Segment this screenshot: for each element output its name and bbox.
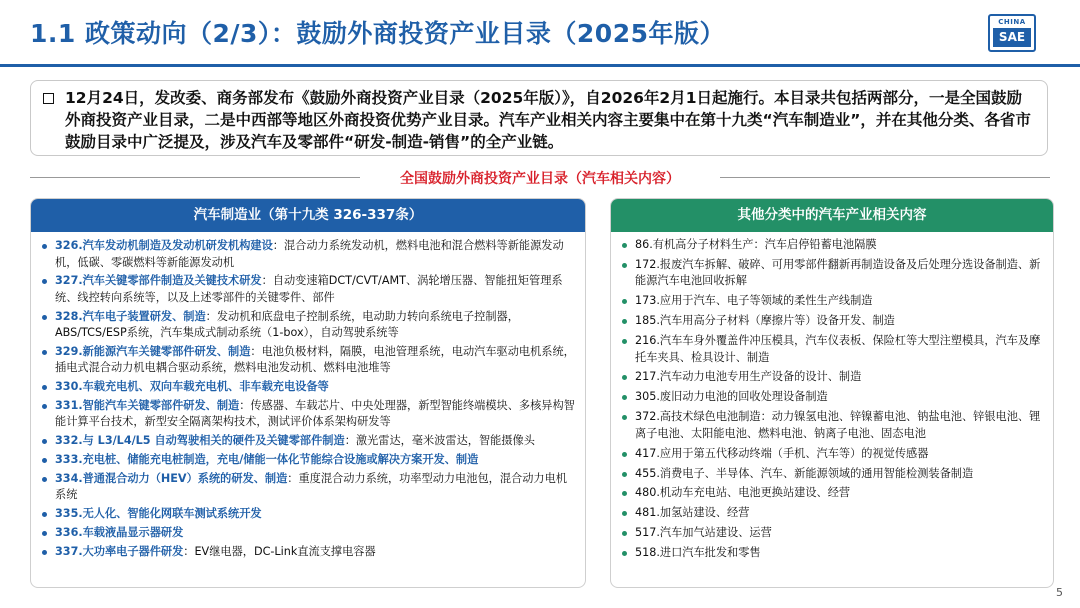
item-code: 337.大功率电子器件研发 bbox=[55, 544, 184, 558]
item-code: 336.车载液晶显示器研发 bbox=[55, 525, 184, 539]
item-description: ：混合动力系统发动机，燃料电池和混合燃料等新能源发动机，低碳、零碳燃料等新能源发动机 bbox=[55, 239, 564, 269]
item-code: 330.车载充电机、双向车载充电机、非车载充电设备等 bbox=[55, 380, 329, 394]
item-code: 335.无人化、智能化网联车测试系统开发 bbox=[55, 507, 262, 521]
list-item bbox=[41, 433, 575, 450]
list-item: 172.报废汽车拆解、破碎、可用零部件翻新再制造设备及后处理分选设备制造、新能源汽车电池回收拆解 bbox=[621, 257, 1043, 290]
left-panel bbox=[30, 198, 586, 588]
list-item: 455.消费电子、半导体、汽车、新能源领域的通用智能检测装备制造 bbox=[621, 466, 1043, 483]
item-code: 329.新能源汽车关键零部件研发、制造 bbox=[55, 344, 251, 358]
item-code: 326.汽车发动机制造及发动机研发机构建设 bbox=[55, 239, 273, 252]
right-panel bbox=[610, 198, 1054, 588]
list-item: 372.高技术绿色电池制造：动力镍氢电池、锌镍蓄电池、钠盐电池、锌银电池、锂离子电池、太阳能电池、燃料电池、钠离子电池、固态电池 bbox=[621, 409, 1043, 442]
right-item-list bbox=[611, 232, 1053, 562]
item-code: 334.普通混合动力（HEV）系统的研发、制造 bbox=[55, 471, 288, 485]
item-code: 327.汽车关键零部件制造及关键技术研发 bbox=[55, 274, 262, 288]
list-item: 216.汽车车身外覆盖件冲压模具，汽车仪表板、保险杠等大型注塑模具，汽车及摩托车夹具、检具设计、制造 bbox=[621, 333, 1043, 366]
list-item bbox=[41, 309, 575, 342]
item-code: 331.智能汽车关键零部件研发、制造 bbox=[55, 398, 240, 412]
list-item bbox=[41, 471, 575, 504]
list-item bbox=[41, 344, 575, 377]
list-item bbox=[41, 452, 575, 469]
list-item: 480.机动车充电站、电池更换站建设、经营 bbox=[621, 485, 1043, 502]
list-item bbox=[41, 544, 575, 561]
item-description: ：发动机和底盘电子控制系统，电动助力转向系统电子控制器，ABS/TCS/ESP系统，汽车集成式制动系统（1-box），自动驾驶系统等 bbox=[55, 309, 519, 340]
title-divider bbox=[0, 64, 1080, 67]
section-title: 全国鼓励外商投资产业目录（汽车相关内容） bbox=[400, 171, 680, 187]
list-item: 417.应用于第五代移动终端（手机、汽车等）的视觉传感器 bbox=[621, 446, 1043, 463]
list-item bbox=[41, 525, 575, 542]
list-item: 481.加氢站建设、经营 bbox=[621, 505, 1043, 522]
item-code: 333.充电桩、储能充电桩制造，充电/储能一体化节能综合设施或解决方案开发、制造 bbox=[55, 453, 479, 467]
item-description: ：电池负极材料，隔膜，电池管理系统，电动汽车驱动电机系统，插电式混合动力机电耦合驱动系统，燃料电池发动机、燃料电池堆等 bbox=[55, 344, 575, 375]
section-divider-right bbox=[720, 177, 1050, 178]
list-item: 173.应用于汽车、电子等领域的柔性生产线制造 bbox=[621, 293, 1043, 310]
right-panel-header: 其他分类中的汽车产业相关内容 bbox=[611, 199, 1053, 232]
list-item: 86.有机高分子材料生产：汽车启停铅蓄电池隔膜 bbox=[621, 237, 1043, 254]
list-item: 305.废旧动力电池的回收处理设备制造 bbox=[621, 389, 1043, 406]
list-item: 217.汽车动力电池专用生产设备的设计、制造 bbox=[621, 369, 1043, 386]
checkbox-bullet-icon bbox=[43, 93, 54, 104]
intro-text: 12月24日，发改委、商务部发布《鼓励外商投资产业目录（2025年版）》，自2026年2月1日起施行。本目录共包括两部分，一是全国鼓励外商投资产业目录，二是中西部等地区外商投资优势产业目录。汽车产业相关内容主要集中在第十九类“汽车制造业”，并在其他分类、各省市鼓励目录中广泛提及，涉及汽车及零部件“研发-制造-销售”的全产业链。 bbox=[65, 89, 1031, 151]
left-item-list bbox=[31, 232, 585, 560]
list-item bbox=[41, 379, 575, 396]
item-code: 332.与 L3/L4/L5 自动驾驶相关的硬件及关键零部件制造 bbox=[55, 434, 345, 448]
item-code: 328.汽车电子装置研发、制造 bbox=[55, 309, 206, 323]
list-item: 518.进口汽车批发和零售 bbox=[621, 545, 1043, 562]
item-description: ：EV继电器，DC-Link直流支撑电容器 bbox=[183, 544, 376, 558]
logo-top-text: CHINA bbox=[998, 18, 1026, 26]
china-sae-logo bbox=[988, 14, 1036, 52]
intro-box bbox=[30, 80, 1048, 156]
list-item bbox=[41, 238, 575, 271]
page-title: 1.1 政策动向（2/3）：鼓励外商投资产业目录（2025年版） bbox=[30, 19, 725, 48]
list-item bbox=[41, 273, 575, 306]
list-item bbox=[41, 398, 575, 431]
left-panel-header: 汽车制造业（第十九类 326-337条） bbox=[31, 199, 585, 232]
list-item: 517.汽车加气站建设、运营 bbox=[621, 525, 1043, 542]
page-number: 5 bbox=[1056, 586, 1063, 599]
item-description: ：重度混合动力系统，功率型动力电池包，混合动力电机系统 bbox=[55, 471, 567, 502]
list-item bbox=[41, 506, 575, 523]
item-description: ：激光雷达，毫米波雷达，智能摄像头 bbox=[344, 434, 535, 448]
logo-bottom-text: SAE bbox=[993, 28, 1031, 47]
list-item: 185.汽车用高分子材料（摩擦片等）设备开发、制造 bbox=[621, 313, 1043, 330]
item-description: ：传感器、车载芯片、中央处理器，新型智能终端模块、多核异构智能计算平台技术，新型安全隔离架构技术，测试评价体系架构研发等 bbox=[55, 398, 575, 429]
item-description: ：自动变速箱DCT/CVT/AMT、涡轮增压器、智能扭矩管理系统、线控转向系统等，以及上述零部件的关键零件、部件 bbox=[55, 274, 563, 304]
